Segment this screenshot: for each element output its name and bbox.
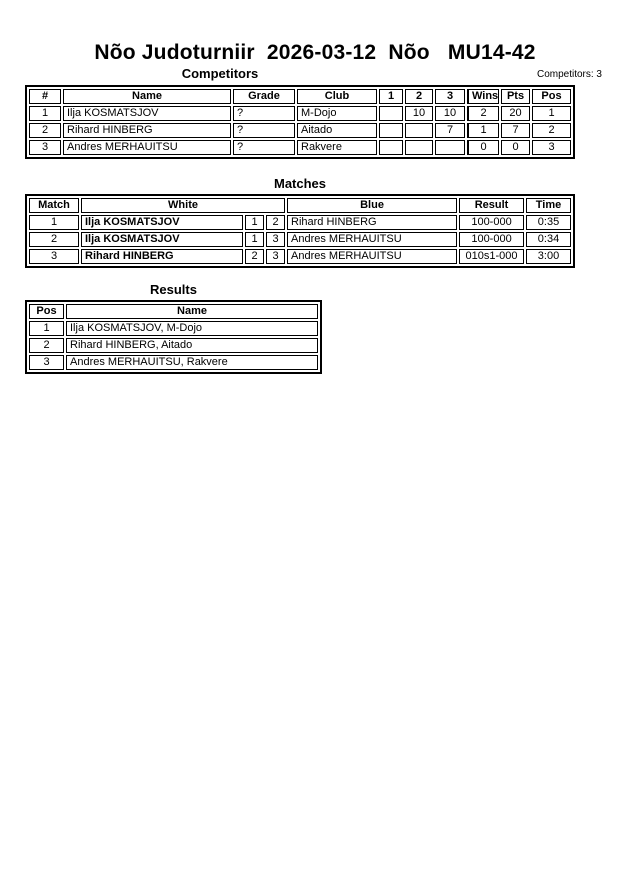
blue-seed-cell: 2 bbox=[266, 215, 285, 230]
col-header-name: Name bbox=[66, 304, 318, 319]
col-header-blue: Blue bbox=[287, 198, 457, 213]
competitor-club-cell: M-Dojo bbox=[297, 106, 377, 121]
competitor-grade-cell: ? bbox=[233, 140, 295, 155]
matches-table bbox=[25, 194, 575, 268]
competitor-club-cell: Rakvere bbox=[297, 140, 377, 155]
table-row bbox=[29, 215, 571, 230]
blue-seed-cell: 3 bbox=[266, 232, 285, 247]
score-vs1-cell bbox=[379, 106, 403, 121]
white-seed-cell: 1 bbox=[245, 215, 264, 230]
table-row bbox=[29, 123, 571, 138]
col-header-grade: Grade bbox=[233, 89, 295, 104]
competitor-num-cell: 3 bbox=[29, 140, 61, 155]
competitor-grade-cell: ? bbox=[233, 106, 295, 121]
pos-cell: 2 bbox=[532, 123, 571, 138]
white-name-cell: Ilja KOSMATSJOV bbox=[81, 232, 243, 247]
result-cell: 100-000 bbox=[459, 232, 524, 247]
score-vs2-cell: 10 bbox=[405, 106, 433, 121]
competitors-section-title: Competitors bbox=[181, 66, 259, 81]
competitor-num-cell: 1 bbox=[29, 106, 61, 121]
col-header-name: Name bbox=[63, 89, 231, 104]
result-name-cell: Rihard HINBERG, Aitado bbox=[66, 338, 318, 353]
col-header-time: Time bbox=[526, 198, 571, 213]
score-vs3-cell: 10 bbox=[435, 106, 465, 121]
white-name-cell: Rihard HINBERG bbox=[81, 249, 243, 264]
white-name-cell: Ilja KOSMATSJOV bbox=[81, 215, 243, 230]
result-cell: 010s1-000 bbox=[459, 249, 524, 264]
competitor-name-cell: Andres MERHAUITSU bbox=[63, 140, 231, 155]
col-header-pts: Pts bbox=[501, 89, 530, 104]
match-num-cell: 1 bbox=[29, 215, 79, 230]
time-cell: 0:35 bbox=[526, 215, 571, 230]
col-header-2: 2 bbox=[405, 89, 433, 104]
competitor-name-cell: Ilja KOSMATSJOV bbox=[63, 106, 231, 121]
wins-cell: 0 bbox=[467, 140, 499, 155]
competitor-num-cell: 2 bbox=[29, 123, 61, 138]
result-name-cell: Ilja KOSMATSJOV, M-Dojo bbox=[66, 321, 318, 336]
blue-name-cell: Andres MERHAUITSU bbox=[287, 232, 457, 247]
table-row bbox=[29, 140, 571, 155]
table-row bbox=[29, 106, 571, 121]
col-header-pos: Pos bbox=[532, 89, 571, 104]
score-vs2-cell bbox=[405, 140, 433, 155]
time-cell: 3:00 bbox=[526, 249, 571, 264]
matches-section-title: Matches bbox=[273, 176, 327, 191]
result-cell: 100-000 bbox=[459, 215, 524, 230]
result-pos-cell: 2 bbox=[29, 338, 64, 353]
table-row bbox=[29, 321, 318, 336]
result-pos-cell: 1 bbox=[29, 321, 64, 336]
score-vs2-cell bbox=[405, 123, 433, 138]
wins-cell: 2 bbox=[467, 106, 499, 121]
competitor-club-cell: Aitado bbox=[297, 123, 377, 138]
blue-name-cell: Andres MERHAUITSU bbox=[287, 249, 457, 264]
match-num-cell: 3 bbox=[29, 249, 79, 264]
table-row bbox=[29, 338, 318, 353]
results-table bbox=[25, 300, 322, 374]
score-vs1-cell bbox=[379, 123, 403, 138]
competitors-count-label: Competitors: 3 bbox=[536, 69, 602, 80]
table-row bbox=[29, 355, 318, 370]
pts-cell: 20 bbox=[501, 106, 530, 121]
matches-header-row bbox=[29, 198, 571, 213]
col-header-white: White bbox=[81, 198, 285, 213]
blue-seed-cell: 3 bbox=[266, 249, 285, 264]
match-num-cell: 2 bbox=[29, 232, 79, 247]
pos-cell: 1 bbox=[532, 106, 571, 121]
col-header-3: 3 bbox=[435, 89, 465, 104]
table-row bbox=[29, 232, 571, 247]
col-header-num: # bbox=[29, 89, 61, 104]
col-header-club: Club bbox=[297, 89, 377, 104]
pts-cell: 7 bbox=[501, 123, 530, 138]
score-vs3-cell bbox=[435, 140, 465, 155]
col-header-match: Match bbox=[29, 198, 79, 213]
page-title: Nõo Judoturniir 2026-03-12 Nõo MU14-42 bbox=[94, 41, 536, 64]
results-header-row bbox=[29, 304, 318, 319]
time-cell: 0:34 bbox=[526, 232, 571, 247]
col-header-pos: Pos bbox=[29, 304, 64, 319]
pos-cell: 3 bbox=[532, 140, 571, 155]
white-seed-cell: 2 bbox=[245, 249, 264, 264]
competitor-grade-cell: ? bbox=[233, 123, 295, 138]
pts-cell: 0 bbox=[501, 140, 530, 155]
competitors-header-row bbox=[29, 89, 571, 104]
score-vs3-cell: 7 bbox=[435, 123, 465, 138]
wins-cell: 1 bbox=[467, 123, 499, 138]
col-header-result: Result bbox=[459, 198, 524, 213]
competitors-table bbox=[25, 85, 575, 159]
result-pos-cell: 3 bbox=[29, 355, 64, 370]
score-vs1-cell bbox=[379, 140, 403, 155]
competitor-name-cell: Rihard HINBERG bbox=[63, 123, 231, 138]
table-row bbox=[29, 249, 571, 264]
results-section-title: Results bbox=[150, 282, 197, 297]
white-seed-cell: 1 bbox=[245, 232, 264, 247]
col-header-wins: Wins bbox=[467, 89, 499, 104]
blue-name-cell: Rihard HINBERG bbox=[287, 215, 457, 230]
result-name-cell: Andres MERHAUITSU, Rakvere bbox=[66, 355, 318, 370]
col-header-1: 1 bbox=[379, 89, 403, 104]
